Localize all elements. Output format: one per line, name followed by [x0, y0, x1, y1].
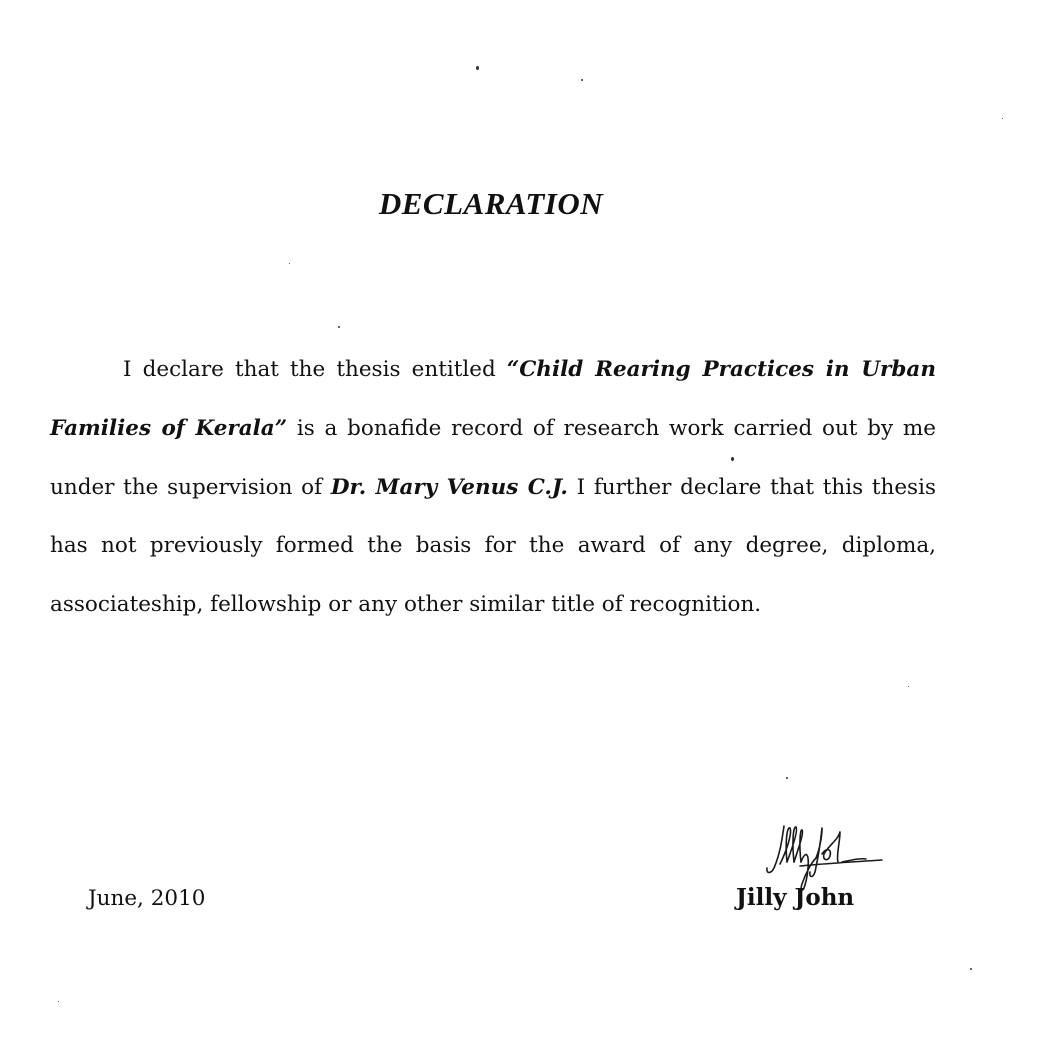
scan-speck	[1002, 118, 1003, 119]
declaration-date: June, 2010	[88, 886, 206, 911]
scan-speck	[476, 66, 479, 70]
scan-speck	[338, 326, 340, 328]
scan-speck	[786, 777, 788, 779]
scan-speck	[581, 79, 583, 81]
declaration-paragraph	[50, 341, 936, 635]
scan-speck	[970, 968, 972, 970]
scan-speck	[908, 686, 909, 687]
scan-speck	[731, 457, 734, 461]
page-title: DECLARATION	[378, 186, 604, 221]
paragraph-middle: is a bonafide record of research work carried out by me under the supervision of	[50, 415, 936, 500]
paragraph-closing: I further declare that this thesis has not previously formed the basis for the award of any degree, diploma, associateship, fellowship or any other similar title of recognition.	[50, 474, 937, 618]
paragraph-intro: I declare that the thesis entitled	[123, 357, 507, 382]
scan-speck	[58, 1001, 59, 1002]
supervisor-name: Dr. Mary Venus C.J.	[330, 474, 568, 500]
signer-name: Jilly John	[736, 884, 855, 911]
scan-speck	[289, 263, 290, 264]
thesis-title: “Child Rearing Practices in Urban Families of Kerala”	[50, 357, 936, 441]
